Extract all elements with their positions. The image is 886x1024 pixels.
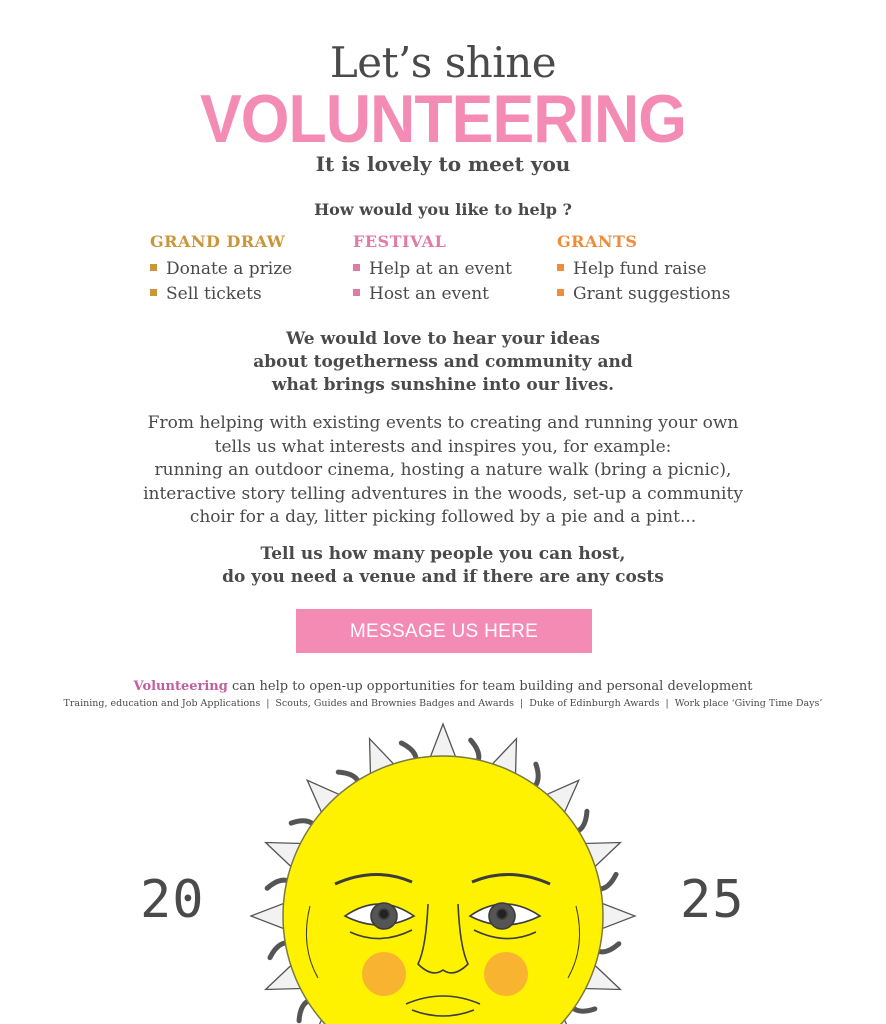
year-right: 25 bbox=[680, 870, 745, 930]
benefit-item: Duke of Edinburgh Awards bbox=[529, 698, 660, 709]
help-question: How would you like to help ? bbox=[314, 200, 572, 219]
benefit-list: Training, education and Job Applications | Scouts, Guides and Brownies Badges and Awards | Duke of Edinburgh Awards | Work place ‘Giving Time Days’ bbox=[63, 698, 823, 709]
list-item: Donate a prize bbox=[150, 257, 350, 282]
examples-paragraph: From helping with existing events to creating and running your own tells us what interests and inspires you, for example: running an outdoor cinema, hosting a nature walk (bring a picnic), interactive story telling adventures in the woods, set-up a community choir for a day, litter picking followed by a pie and a pint... bbox=[143, 413, 743, 527]
benefit-item: Scouts, Guides and Brownies Badges and Awards bbox=[275, 698, 515, 709]
list-item: Host an event bbox=[353, 282, 553, 307]
list-item: Grant suggestions bbox=[557, 282, 757, 307]
square-bullet-icon bbox=[353, 289, 360, 296]
ideas-paragraph: We would love to hear your ideas about togetherness and community and what brings sunshine into our lives. bbox=[253, 329, 633, 395]
benefit-text: Volunteering can help to open-up opportunities for team building and personal development bbox=[133, 679, 753, 694]
square-bullet-icon bbox=[557, 289, 564, 296]
benefit-keyword: Volunteering bbox=[133, 679, 228, 694]
list-item: Help at an event bbox=[353, 257, 553, 282]
message-us-button[interactable]: MESSAGE US HERE bbox=[296, 609, 592, 653]
help-column-grand-draw bbox=[150, 232, 350, 307]
help-column-grants bbox=[557, 232, 757, 307]
column-title: GRANTS bbox=[557, 232, 638, 251]
year-left: 20 bbox=[140, 870, 205, 930]
list-item: Sell tickets bbox=[150, 282, 350, 307]
sun-face-icon bbox=[200, 716, 686, 1024]
square-bullet-icon bbox=[150, 264, 157, 271]
square-bullet-icon bbox=[557, 264, 564, 271]
cheek-left bbox=[362, 952, 406, 996]
benefit-item: Training, education and Job Applications bbox=[63, 698, 261, 709]
help-column-festival bbox=[353, 232, 553, 307]
page-title: VOLUNTEERING bbox=[200, 81, 686, 157]
benefit-item: Work place ‘Giving Time Days’ bbox=[674, 698, 823, 709]
column-title: FESTIVAL bbox=[353, 232, 447, 251]
host-paragraph: Tell us how many people you can host, do you need a venue and if there are any costs bbox=[222, 544, 664, 587]
square-bullet-icon bbox=[150, 289, 157, 296]
intro-text: Let’s shine bbox=[329, 38, 557, 87]
column-title: GRAND DRAW bbox=[150, 232, 286, 251]
cheek-right bbox=[484, 952, 528, 996]
list-item: Help fund raise bbox=[557, 257, 757, 282]
square-bullet-icon bbox=[353, 264, 360, 271]
subtitle: It is lovely to meet you bbox=[315, 152, 571, 176]
